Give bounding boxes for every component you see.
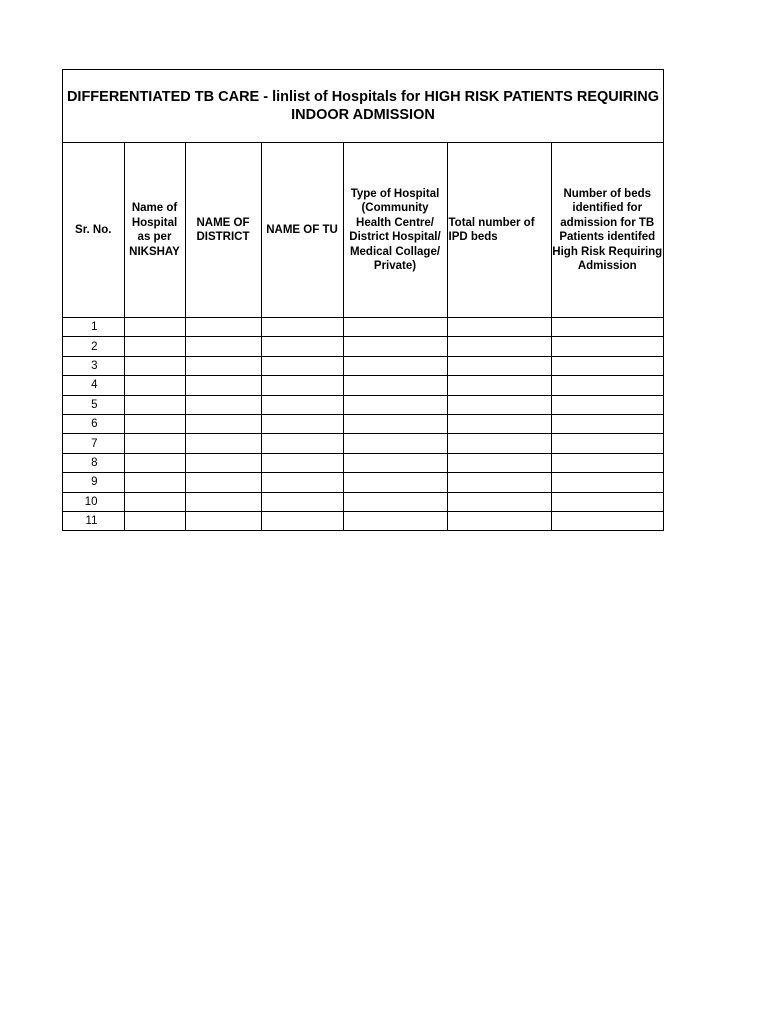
- empty-cell[interactable]: [551, 473, 663, 492]
- sr-no-cell: 7: [63, 434, 124, 453]
- hospital-table: [63, 143, 663, 530]
- column-header-district: NAME OF DISTRICT: [185, 143, 261, 318]
- empty-cell[interactable]: [551, 453, 663, 472]
- sr-no-cell: 5: [63, 395, 124, 414]
- empty-cell[interactable]: [124, 492, 185, 511]
- empty-cell[interactable]: [343, 395, 447, 414]
- empty-cell[interactable]: [185, 318, 261, 337]
- sr-no-cell: 10: [63, 492, 124, 511]
- empty-cell[interactable]: [343, 337, 447, 356]
- column-header-hospital-type: Type of Hospital (Community Health Centre/ District Hospital/ Medical Collage/ Private): [343, 143, 447, 318]
- empty-cell[interactable]: [447, 434, 551, 453]
- empty-cell[interactable]: [447, 356, 551, 375]
- column-header-tu: NAME OF TU: [261, 143, 343, 318]
- table-row: [63, 492, 663, 511]
- empty-cell[interactable]: [447, 318, 551, 337]
- empty-cell[interactable]: [551, 376, 663, 395]
- empty-cell[interactable]: [261, 453, 343, 472]
- empty-cell[interactable]: [343, 473, 447, 492]
- empty-cell[interactable]: [261, 356, 343, 375]
- sheet-title-line-1: DIFFERENTIATED TB CARE - linlist of Hospitals for HIGH RISK PATIENTS REQUIRING: [66, 89, 660, 105]
- empty-cell[interactable]: [124, 511, 185, 530]
- table-row: [63, 414, 663, 433]
- table-row: [63, 434, 663, 453]
- empty-cell[interactable]: [185, 453, 261, 472]
- sheet-title-line-2: INDOOR ADMISSION: [291, 107, 435, 123]
- empty-cell[interactable]: [124, 434, 185, 453]
- empty-cell[interactable]: [447, 414, 551, 433]
- empty-cell[interactable]: [447, 473, 551, 492]
- empty-cell[interactable]: [185, 434, 261, 453]
- column-header-sr-no: Sr. No.: [63, 143, 124, 318]
- sr-no-cell: 2: [63, 337, 124, 356]
- table-row: [63, 453, 663, 472]
- sr-no-cell: 11: [63, 511, 124, 530]
- table-row: [63, 337, 663, 356]
- table-row: [63, 318, 663, 337]
- empty-cell[interactable]: [124, 337, 185, 356]
- table-body: [63, 318, 663, 531]
- empty-cell[interactable]: [343, 453, 447, 472]
- table-row: [63, 511, 663, 530]
- empty-cell[interactable]: [185, 414, 261, 433]
- empty-cell[interactable]: [124, 376, 185, 395]
- column-header-high-risk-beds: Number of beds identified for admission for TB Patients identifed High Risk Requiring Admission: [551, 143, 663, 318]
- sr-no-cell: 9: [63, 473, 124, 492]
- empty-cell[interactable]: [447, 511, 551, 530]
- empty-cell[interactable]: [124, 453, 185, 472]
- empty-cell[interactable]: [124, 318, 185, 337]
- empty-cell[interactable]: [447, 395, 551, 414]
- empty-cell[interactable]: [261, 414, 343, 433]
- table-row: [63, 376, 663, 395]
- empty-cell[interactable]: [261, 492, 343, 511]
- empty-cell[interactable]: [185, 511, 261, 530]
- empty-cell[interactable]: [185, 337, 261, 356]
- empty-cell[interactable]: [261, 376, 343, 395]
- empty-cell[interactable]: [343, 511, 447, 530]
- column-header-total-ipd-beds: Total number of IPD beds: [447, 143, 551, 318]
- empty-cell[interactable]: [261, 318, 343, 337]
- empty-cell[interactable]: [551, 337, 663, 356]
- empty-cell[interactable]: [261, 511, 343, 530]
- table-row: [63, 395, 663, 414]
- empty-cell[interactable]: [551, 395, 663, 414]
- empty-cell[interactable]: [447, 376, 551, 395]
- empty-cell[interactable]: [261, 337, 343, 356]
- empty-cell[interactable]: [185, 395, 261, 414]
- empty-cell[interactable]: [447, 453, 551, 472]
- sr-no-cell: 6: [63, 414, 124, 433]
- empty-cell[interactable]: [551, 414, 663, 433]
- empty-cell[interactable]: [343, 434, 447, 453]
- empty-cell[interactable]: [343, 414, 447, 433]
- empty-cell[interactable]: [551, 434, 663, 453]
- empty-cell[interactable]: [343, 318, 447, 337]
- empty-cell[interactable]: [551, 492, 663, 511]
- empty-cell[interactable]: [343, 356, 447, 375]
- empty-cell[interactable]: [124, 473, 185, 492]
- hospital-list-sheet: [62, 69, 664, 531]
- empty-cell[interactable]: [551, 318, 663, 337]
- empty-cell[interactable]: [343, 376, 447, 395]
- empty-cell[interactable]: [185, 492, 261, 511]
- empty-cell[interactable]: [261, 395, 343, 414]
- empty-cell[interactable]: [261, 434, 343, 453]
- empty-cell[interactable]: [447, 492, 551, 511]
- column-header-hospital-name: Name of Hospital as per NIKSHAY: [124, 143, 185, 318]
- empty-cell[interactable]: [124, 414, 185, 433]
- empty-cell[interactable]: [185, 356, 261, 375]
- sr-no-cell: 4: [63, 376, 124, 395]
- sr-no-cell: 3: [63, 356, 124, 375]
- empty-cell[interactable]: [185, 376, 261, 395]
- table-row: [63, 356, 663, 375]
- empty-cell[interactable]: [343, 492, 447, 511]
- empty-cell[interactable]: [124, 395, 185, 414]
- sheet-title: [63, 70, 663, 143]
- table-header-row: [63, 143, 663, 318]
- empty-cell[interactable]: [185, 473, 261, 492]
- empty-cell[interactable]: [551, 511, 663, 530]
- empty-cell[interactable]: [447, 337, 551, 356]
- sr-no-cell: 8: [63, 453, 124, 472]
- table-row: [63, 473, 663, 492]
- empty-cell[interactable]: [551, 356, 663, 375]
- empty-cell[interactable]: [261, 473, 343, 492]
- empty-cell[interactable]: [124, 356, 185, 375]
- sr-no-cell: 1: [63, 318, 124, 337]
